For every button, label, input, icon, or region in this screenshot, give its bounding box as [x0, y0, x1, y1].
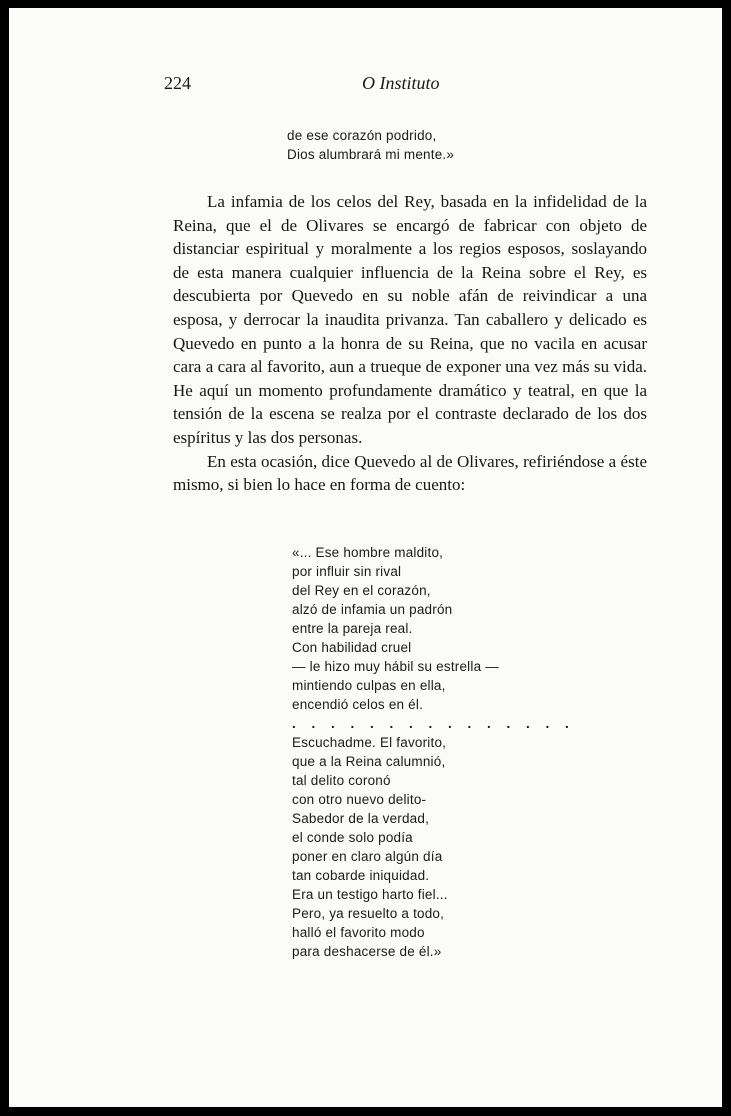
page-number: 224: [164, 73, 191, 93]
running-header: [164, 73, 634, 103]
verse-line: alzó de infamia un padrón: [292, 602, 453, 617]
ellipsis-separator: . . . . . . . . . . . . . . .: [292, 716, 575, 731]
verse-line: «... Ese hombre maldito,: [292, 545, 444, 560]
verse-line: poner en claro algún día: [292, 849, 443, 864]
book-page: [9, 8, 722, 1107]
verse-fragment-top: [287, 126, 454, 164]
verse-line: con otro nuevo delito-: [292, 792, 427, 807]
verse-line: Escuchadme. El favorito,: [292, 735, 447, 750]
verse-line: Con habilidad cruel: [292, 640, 412, 655]
verse-line: tan cobarde iniquidad.: [292, 868, 430, 883]
verse-line: por influir sin rival: [292, 564, 402, 579]
verse-line: encendió celos en él.: [292, 697, 424, 712]
verse-line: — le hizo muy hábil su estrella —: [292, 659, 499, 674]
verse-line: del Rey en el corazón,: [292, 583, 431, 598]
verse-line: el conde solo podía: [292, 830, 413, 845]
verse-line: Era un testigo harto fiel...: [292, 887, 448, 902]
verse-line: de ese corazón podrido,: [287, 128, 437, 143]
verse-line: mintiendo culpas en ella,: [292, 678, 446, 693]
verse-line: Sabedor de la verdad,: [292, 811, 430, 826]
verse-line: Pero, ya resuelto a todo,: [292, 906, 445, 921]
verse-line: para deshacerse de él.»: [292, 944, 442, 959]
verse-line: entre la pareja real.: [292, 621, 413, 636]
verse-line: tal delito coronó: [292, 773, 391, 788]
verse-quotation: [292, 543, 575, 961]
journal-title: O Instituto: [362, 73, 440, 93]
verse-line: halló el favorito modo: [292, 925, 425, 940]
prose-paragraph: La infamia de los celos del Rey, basada en la infidelidad de la Reina, que el de Olivares se encargó de fabricar con objeto de distanciar espiritual y moralmente a los regios esposos, soslayando de esta manera cualquier influencia de la Reina sobre el Rey, es descubierta por Quevedo en su noble afán de reivindicar a una esposa, y derrocar la inaudita privanza. Tan caballero y delicado es Quevedo en punto a la honra de su Reina, que no vacila en acusar cara a cara al favorito, aun a trueque de exponer una vez más su vida. He aquí un momento profundamente dramático y teatral, en que la tensión de la escena se realza por el contraste declarado de los dos espíritus y las dos personas.: [173, 192, 647, 447]
verse-line: Dios alumbrará mi mente.»: [287, 147, 455, 162]
verse-line: que a la Reina calumnió,: [292, 754, 446, 769]
prose-body: [173, 190, 647, 497]
prose-paragraph: En esta ocasión, dice Quevedo al de Olivares, refiriéndose a éste mismo, si bien lo hace en forma de cuento:: [173, 451, 647, 495]
